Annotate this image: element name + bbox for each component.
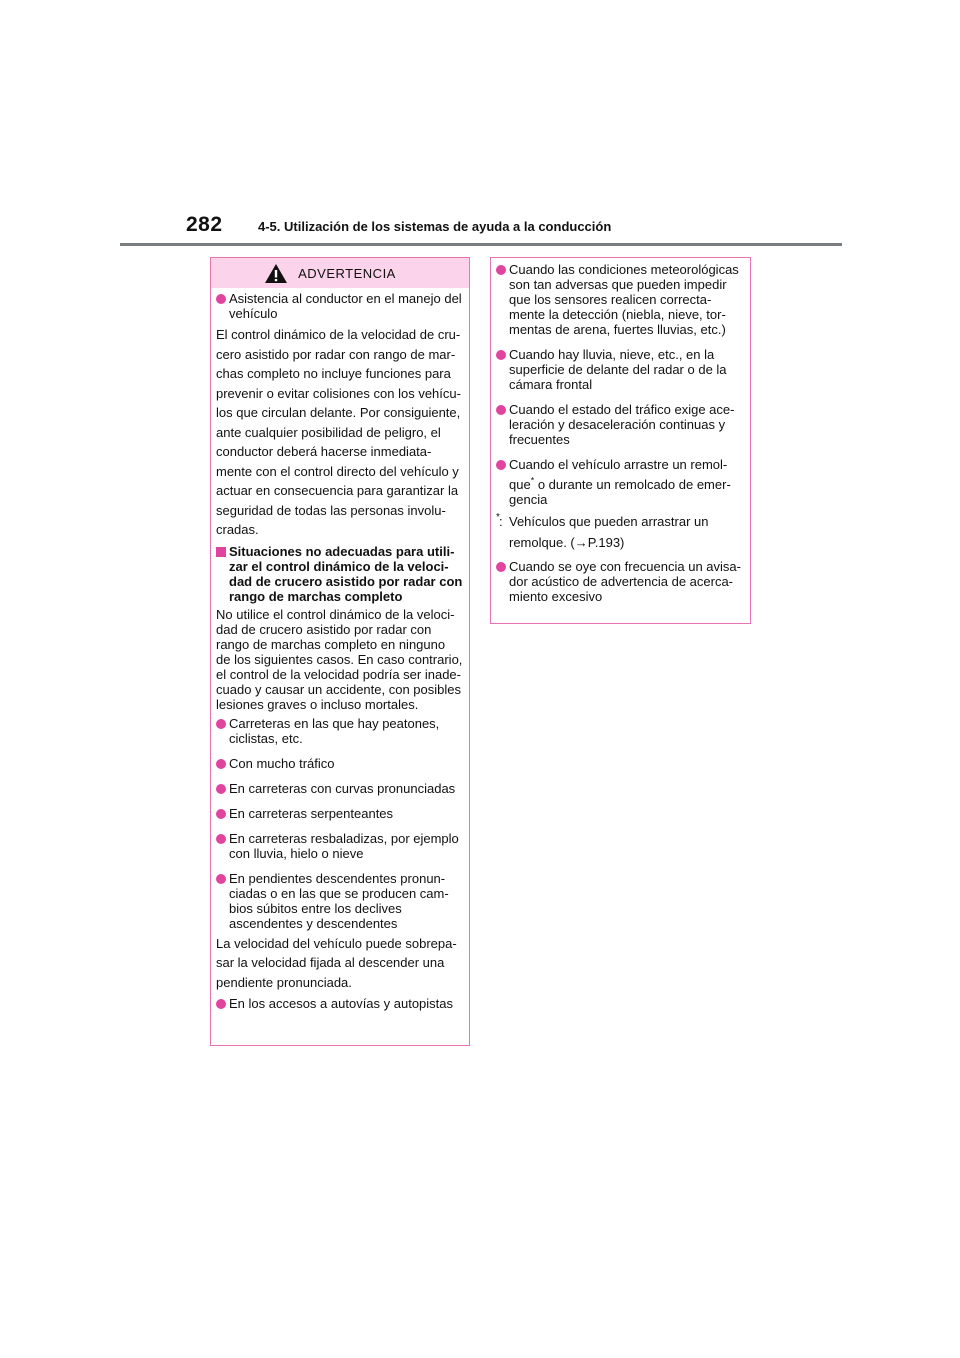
bullet-dot-icon — [496, 350, 506, 360]
warning-header — [211, 258, 469, 288]
bullet-text: Carreteras en las que hay peatones, ciclistas, etc. — [229, 715, 440, 746]
text-line: El control dinámico de la velocidad de cru- — [216, 327, 461, 342]
bullet-dot-icon — [496, 405, 506, 415]
text-line: cradas. — [216, 522, 259, 537]
text-line: La velocidad del vehículo puede sobrepa- — [216, 935, 457, 951]
list-item — [216, 781, 463, 796]
bullet-dot-icon — [496, 562, 506, 572]
page-reference-link[interactable]: remolque. (→P.193) — [509, 535, 625, 550]
square-bullet-icon — [216, 547, 226, 557]
text-line: los que circulan delante. Por consiguiente, — [216, 405, 461, 420]
list-item — [496, 559, 744, 604]
bullet-text: Cuando hay lluvia, nieve, etc., en la superficie de delante del radar o de la cámara frontal — [509, 347, 727, 392]
text-line: seguridad de todas las personas involu- — [216, 502, 446, 518]
text-line: Cuando el vehículo arrastre un remol- — [509, 457, 728, 472]
warning-content — [211, 288, 469, 1011]
bullet-dot-icon — [216, 809, 226, 819]
bullet-text: Asistencia al conductor en el manejo del vehículo — [229, 291, 462, 321]
bullet-dot-icon — [216, 784, 226, 794]
bullet-dot-icon — [216, 719, 226, 729]
text-fragment: que — [509, 477, 531, 492]
list-item — [216, 291, 463, 321]
text-line: cero asistido por radar con rango de mar- — [216, 346, 456, 362]
list-item — [216, 871, 463, 931]
warning-box-left — [210, 257, 470, 1046]
warning-title: ADVERTENCIA — [298, 265, 396, 281]
bullet-dot-icon — [216, 999, 226, 1009]
text-line: Vehículos que pueden arrastrar un — [509, 514, 709, 529]
list-item — [496, 402, 744, 447]
text-line — [509, 477, 744, 492]
footnote-colon: : — [499, 514, 503, 529]
bullet-dot-icon — [216, 759, 226, 769]
text-line: gencia — [509, 492, 548, 507]
warning-box-right — [490, 257, 751, 624]
header-divider — [120, 243, 842, 246]
bullet-text: En pendientes descendentes pronun- ciadas o en las que se producen cam- bios súbitos entre los declives ascendentes y descendentes — [229, 870, 449, 931]
list-item — [496, 457, 744, 507]
bullet-text: En los accesos a autovías y autopistas — [229, 996, 454, 1011]
bullet-dot-icon — [216, 874, 226, 884]
bullet-text: Cuando se oye con frecuencia un avisa- dor acústico de advertencia de acerca- miento excesivo — [509, 559, 741, 604]
bullet-text: En carreteras resbaladizas, por ejemplo con lluvia, hielo o nieve — [229, 830, 459, 861]
text-line: prevenir o evitar colisiones con los vehícu- — [216, 385, 461, 401]
bullet-text: Cuando el estado del tráfico exige ace- leración y desaceleración continuas y frecuentes — [509, 402, 735, 447]
warning-content — [491, 258, 750, 604]
text-line: mente con el control directo del vehículo y — [216, 463, 459, 479]
bullet-dot-icon — [216, 834, 226, 844]
text-line: actuar en consecuencia para garantizar la — [216, 483, 459, 498]
paragraph — [216, 325, 463, 540]
footnote — [496, 511, 744, 553]
bullet-text: En carreteras serpenteantes — [229, 805, 394, 821]
paragraph — [216, 934, 463, 993]
text-line: pendiente pronunciada. — [216, 974, 352, 990]
text-line: sar la velocidad fijada al descender una — [216, 955, 445, 970]
bullet-dot-icon — [496, 460, 506, 470]
footnote-asterisk: * — [530, 475, 535, 486]
text-line: chas completo no incluye funciones para — [216, 366, 451, 381]
list-item — [216, 716, 463, 746]
bullet-text: Con mucho tráfico — [229, 755, 335, 771]
section-title: 4-5. Utilización de los sistemas de ayuda a la conducción — [258, 219, 612, 234]
list-item — [216, 996, 463, 1011]
text-line: ante cualquier posibilidad de peligro, el — [216, 424, 441, 440]
list-item — [496, 347, 744, 392]
bullet-dot-icon — [496, 265, 506, 275]
list-item — [216, 831, 463, 861]
list-item — [216, 806, 463, 821]
warning-triangle-icon — [264, 263, 288, 284]
page-number: 282 — [186, 213, 223, 236]
bullet-text: Cuando las condiciones meteorológicas son tan adversas que pueden impedir que los sensores realicen correcta- mente la detección (niebla, nieve, tor- mentas de arena, fuertes lluvias, etc.) — [509, 262, 739, 337]
text-fragment: o durante un remolcado de emer- — [534, 477, 731, 492]
subsection-heading — [216, 544, 463, 604]
heading-text: Situaciones no adecuadas para utili- zar el control dinámico de la veloci- dad de crucero asistido por radar con rango de marchas completo — [229, 543, 463, 604]
footnote-mark: * — [496, 512, 500, 523]
bullet-dot-icon — [216, 294, 226, 304]
list-item — [496, 262, 744, 337]
list-item — [216, 756, 463, 771]
body-text: No utilice el control dinámico de la veloci- dad de crucero asistido por radar con rango de marchas completo en ninguno de los siguientes casos. En caso contrario, el control de la velocidad podría ser inade- cuado y causar un accidente, con posibles lesiones graves o incluso mortales. — [216, 606, 463, 712]
bullet-text: En carreteras con curvas pronunciadas — [229, 780, 456, 796]
text-line: conductor deberá hacerse inmediata- — [216, 444, 432, 459]
